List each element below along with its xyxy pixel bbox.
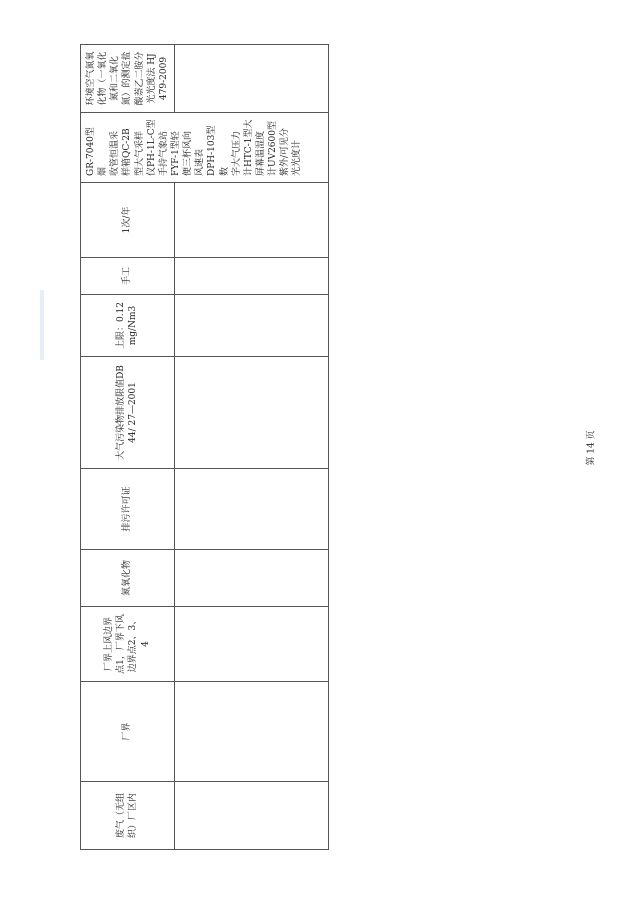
- cell-analysis-method: 环境空气氮氧化物（一氧化氮和二氧化氮）的测定盐酸萘乙二胺分光光度法 HJ 479-2009: [81, 45, 175, 113]
- instrument-line: 风速表: [195, 148, 206, 176]
- instrument-line: 收管恒温采: [110, 130, 121, 176]
- scan-artifact: [40, 290, 44, 360]
- instrument-line: 屏幕温湿度: [255, 130, 266, 176]
- instrument-line: 光光度计: [292, 139, 303, 176]
- cell-method: 手工: [81, 258, 175, 295]
- cell-pollutant: 氮氧化物: [81, 550, 175, 607]
- blank-cell: [174, 295, 328, 357]
- table-row: [81, 45, 175, 850]
- instrument-line: GR-7040型烟: [86, 127, 109, 176]
- instrument-line: FYF-1型轻: [170, 131, 181, 176]
- cell-category: 废气（无组织）厂区内: [81, 782, 175, 850]
- blank-cell: [174, 469, 328, 550]
- blank-cell: [174, 782, 328, 850]
- cell-limit: 上限：0.12mg/Nm3: [81, 295, 175, 357]
- blank-cell: [174, 357, 328, 469]
- instrument-line: 计UV2600型: [268, 121, 279, 176]
- blank-cell: [174, 45, 328, 113]
- instrument-line: 计HTC-1型大: [243, 119, 254, 176]
- blank-cell: [174, 258, 328, 295]
- cell-points: 厂界上风边界点1，厂界下风边界点2、3、4: [81, 607, 175, 682]
- instrument-line: 样箱QC-2B: [122, 128, 133, 176]
- cell-basis: 排污许可证: [81, 469, 175, 550]
- cell-location: 厂界: [81, 682, 175, 782]
- blank-cell: [174, 682, 328, 782]
- page-number: 第 14 页: [586, 430, 597, 466]
- instrument-line: 手持气象站: [158, 130, 169, 176]
- monitoring-table: [80, 44, 329, 850]
- cell-instruments: [81, 113, 329, 183]
- instrument-line: 紫外/可见分: [280, 127, 291, 176]
- blank-cell: [174, 550, 328, 607]
- cell-standard: 大气污染物排放限值DB44/ 27—2001: [81, 357, 175, 469]
- blank-cell: [174, 183, 328, 258]
- instrument-line: 型大气采样: [134, 130, 145, 176]
- cell-frequency: 1次/年: [81, 183, 175, 258]
- blank-cell: [174, 607, 328, 682]
- instrument-line: DPH-103型数: [207, 125, 230, 176]
- instrument-line: 便三杯风向: [183, 130, 194, 176]
- instrument-line: 字大气压力: [231, 130, 242, 176]
- instrument-line: 仪PH-1L-C型: [146, 119, 157, 176]
